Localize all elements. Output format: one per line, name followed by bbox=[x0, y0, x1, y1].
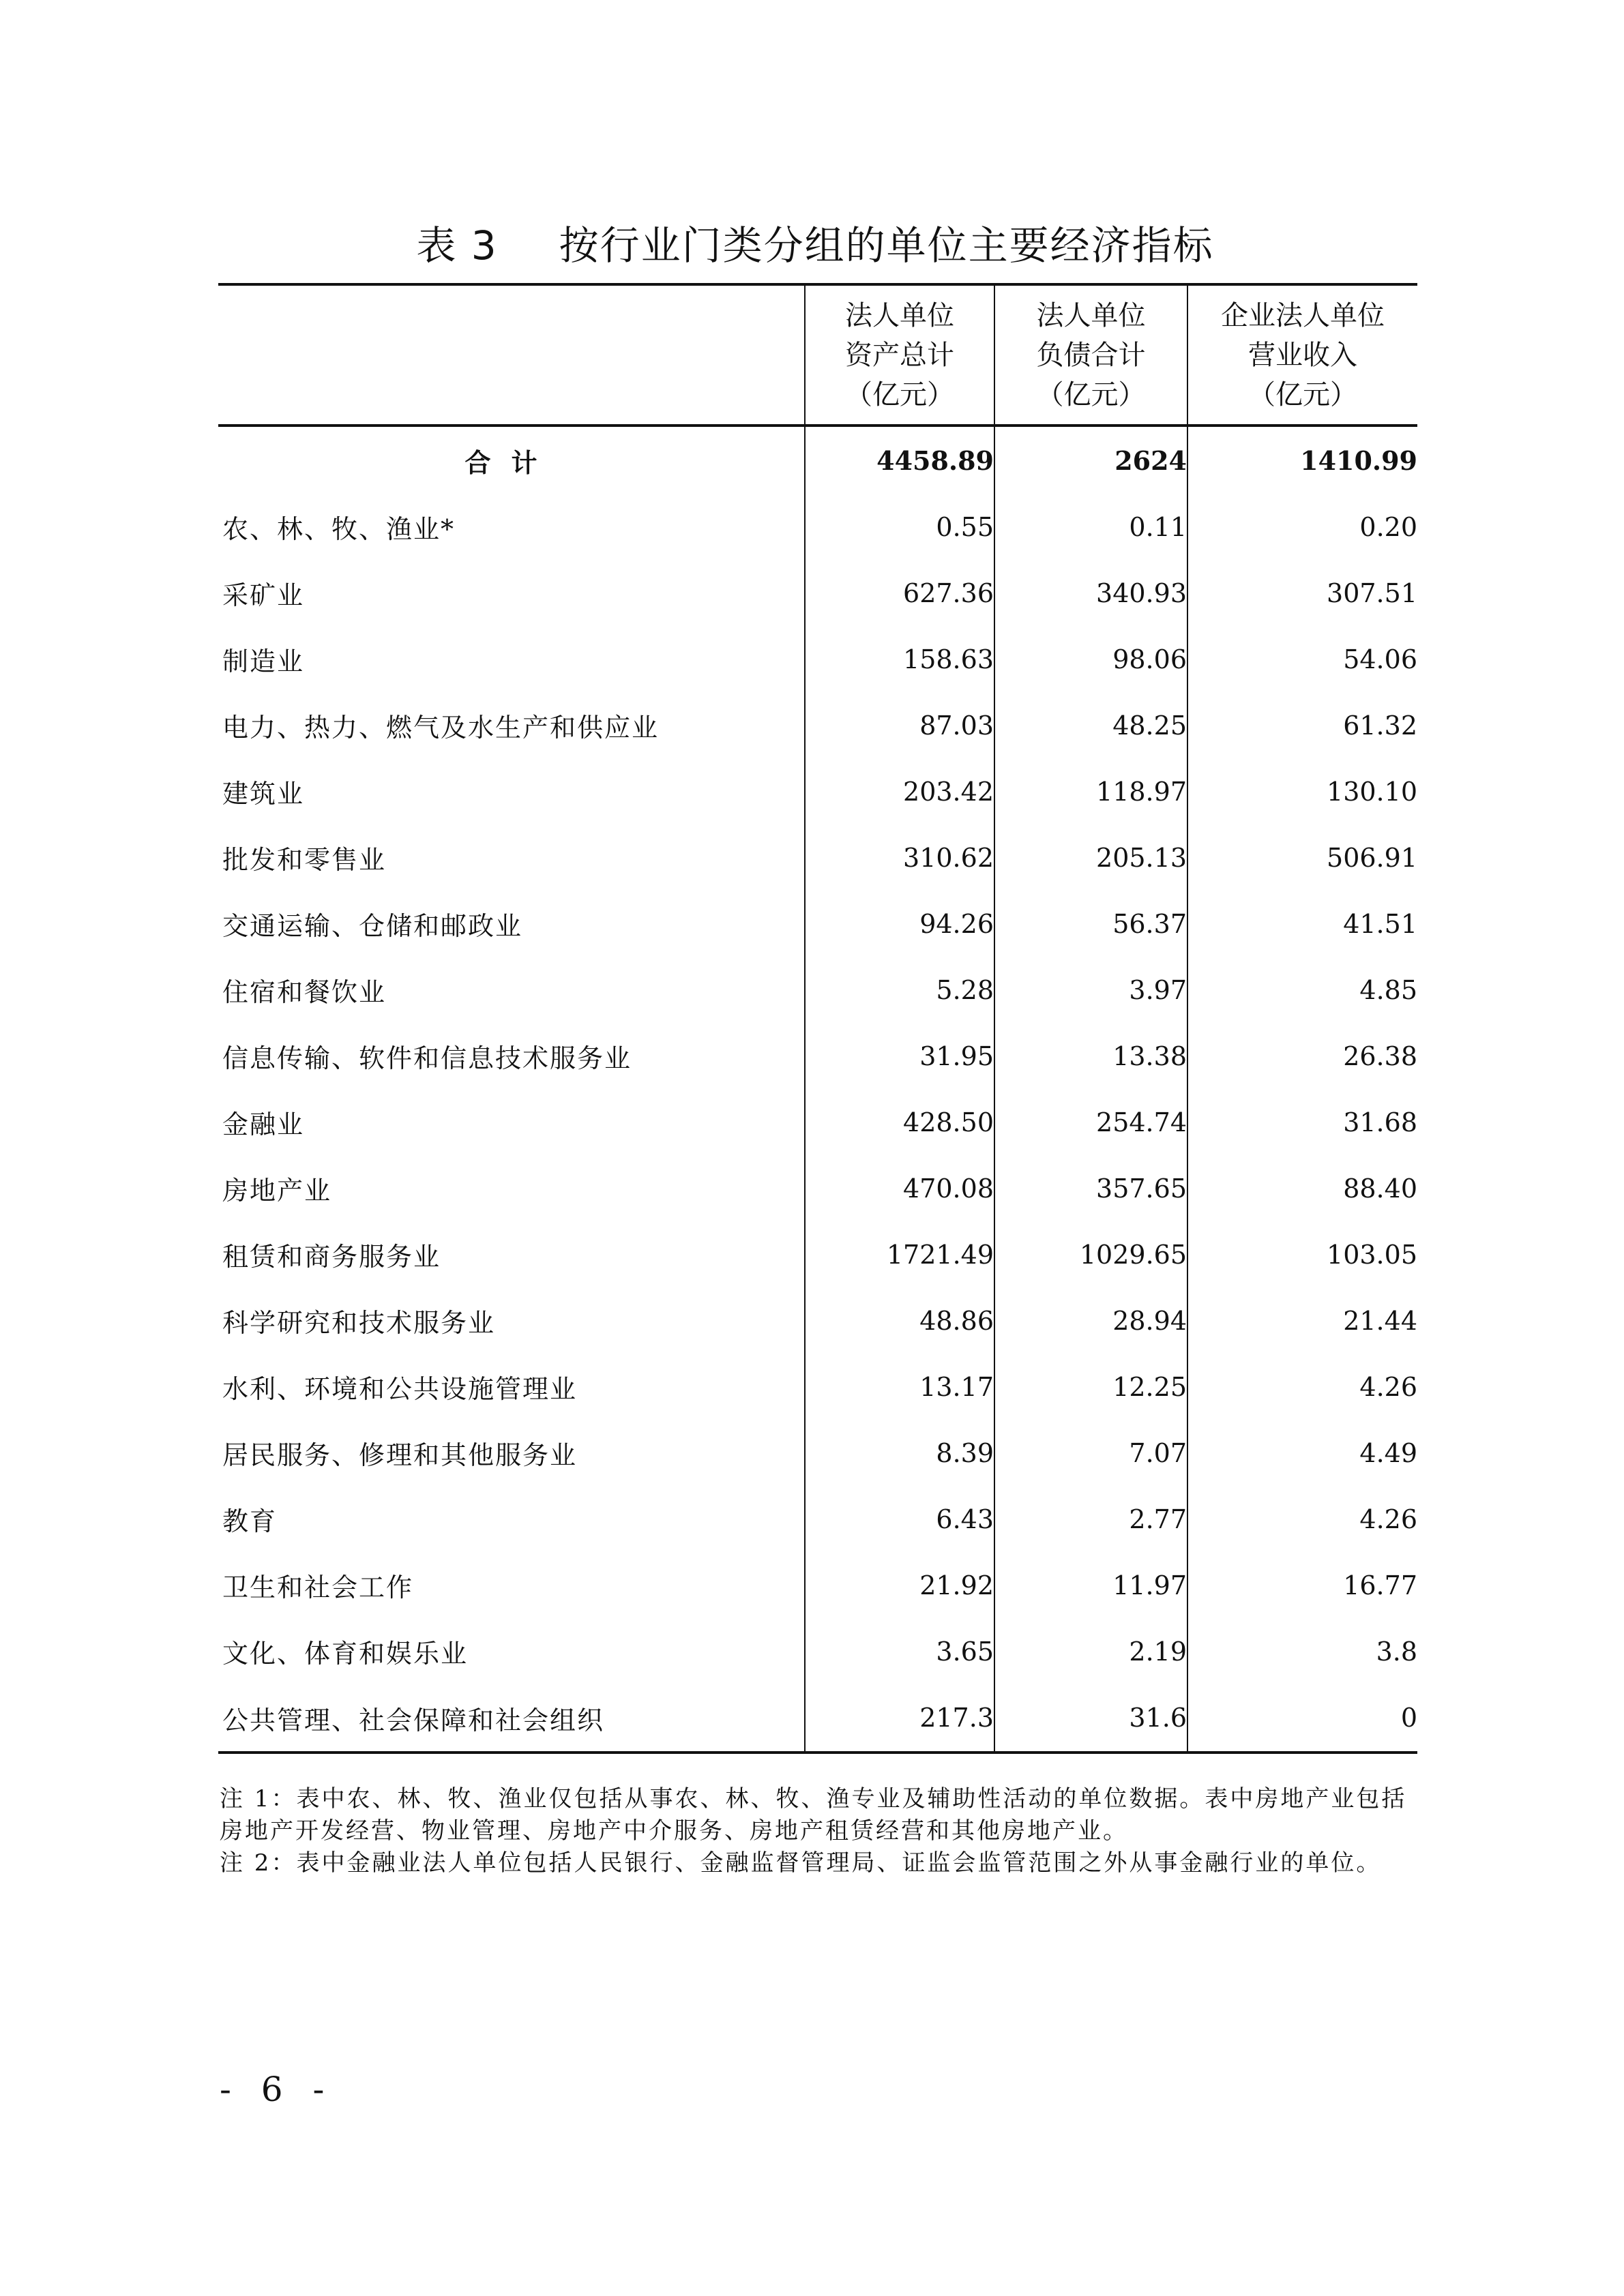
assets-value: 1721.49 bbox=[805, 1221, 994, 1287]
header-industry-blank bbox=[218, 284, 805, 426]
table-row bbox=[218, 891, 1417, 957]
table-row bbox=[218, 1221, 1417, 1287]
industry-name: 住宿和餐饮业 bbox=[222, 977, 387, 1007]
table-row bbox=[218, 494, 1417, 560]
header-assets: 法人单位 资产总计 （亿元） bbox=[805, 284, 994, 426]
assets-value: 8.39 bbox=[805, 1420, 994, 1486]
revenue-value: 0 bbox=[1187, 1684, 1417, 1753]
revenue-value: 26.38 bbox=[1187, 1023, 1417, 1089]
revenue-value: 61.32 bbox=[1187, 692, 1417, 758]
industry-name: 居民服务、修理和其他服务业 bbox=[222, 1440, 578, 1470]
industry-name: 信息传输、软件和信息技术服务业 bbox=[222, 1043, 632, 1073]
assets-value: 158.63 bbox=[805, 626, 994, 692]
revenue-value: 0.20 bbox=[1187, 494, 1417, 560]
industry-name: 制造业 bbox=[222, 646, 305, 676]
industry-name: 批发和零售业 bbox=[222, 845, 387, 875]
table-header-row bbox=[218, 284, 1417, 426]
assets-value: 94.26 bbox=[805, 891, 994, 957]
table-row bbox=[218, 1618, 1417, 1684]
assets-value: 5.28 bbox=[805, 957, 994, 1023]
liabilities-value: 56.37 bbox=[994, 891, 1187, 957]
total-row bbox=[218, 426, 1417, 494]
industry-name: 教育 bbox=[222, 1506, 278, 1536]
industry-name: 电力、热力、燃气及水生产和供应业 bbox=[222, 713, 660, 743]
assets-value: 627.36 bbox=[805, 560, 994, 626]
table-number: 表 3 bbox=[416, 222, 498, 269]
liabilities-value: 118.97 bbox=[994, 758, 1187, 824]
table-row bbox=[218, 1552, 1417, 1618]
table-row bbox=[218, 1486, 1417, 1552]
liabilities-value: 13.38 bbox=[994, 1023, 1187, 1089]
industry-name: 农、林、牧、渔业* bbox=[222, 514, 456, 544]
liabilities-value: 357.65 bbox=[994, 1155, 1187, 1221]
table-row bbox=[218, 560, 1417, 626]
assets-value: 6.43 bbox=[805, 1486, 994, 1552]
industry-name: 水利、环境和公共设施管理业 bbox=[222, 1374, 578, 1404]
header-liabilities: 法人单位 负债合计 （亿元） bbox=[994, 284, 1187, 426]
industry-name: 房地产业 bbox=[222, 1176, 332, 1206]
assets-value: 3.65 bbox=[805, 1618, 994, 1684]
revenue-value: 21.44 bbox=[1187, 1287, 1417, 1354]
assets-value: 48.86 bbox=[805, 1287, 994, 1354]
industry-name: 建筑业 bbox=[222, 779, 305, 809]
assets-value: 310.62 bbox=[805, 824, 994, 891]
revenue-value: 307.51 bbox=[1187, 560, 1417, 626]
table-row bbox=[218, 957, 1417, 1023]
industry-name: 采矿业 bbox=[222, 580, 305, 610]
revenue-value: 4.26 bbox=[1187, 1354, 1417, 1420]
revenue-value: 88.40 bbox=[1187, 1155, 1417, 1221]
indicator-table bbox=[218, 283, 1417, 1754]
table-row bbox=[218, 1684, 1417, 1753]
assets-value: 13.17 bbox=[805, 1354, 994, 1420]
table-notes bbox=[220, 1783, 1420, 1879]
revenue-value: 4.26 bbox=[1187, 1486, 1417, 1552]
table-row bbox=[218, 626, 1417, 692]
total-assets: 4458.89 bbox=[805, 426, 994, 494]
assets-value: 21.92 bbox=[805, 1552, 994, 1618]
assets-value: 217.3 bbox=[805, 1684, 994, 1753]
assets-value: 31.95 bbox=[805, 1023, 994, 1089]
liabilities-value: 11.97 bbox=[994, 1552, 1187, 1618]
liabilities-value: 1029.65 bbox=[994, 1221, 1187, 1287]
industry-name: 科学研究和技术服务业 bbox=[222, 1308, 496, 1338]
assets-value: 470.08 bbox=[805, 1155, 994, 1221]
revenue-value: 3.8 bbox=[1187, 1618, 1417, 1684]
liabilities-value: 7.07 bbox=[994, 1420, 1187, 1486]
liabilities-value: 205.13 bbox=[994, 824, 1187, 891]
note-1: 注 1：表中农、林、牧、渔业仅包括从事农、林、牧、渔专业及辅助性活动的单位数据。表中房地产业包括房地产开发经营、物业管理、房地产中介服务、房地产租赁经营和其他房地产业。 bbox=[220, 1785, 1407, 1845]
table-row bbox=[218, 1420, 1417, 1486]
table-row bbox=[218, 1155, 1417, 1221]
table-row bbox=[218, 758, 1417, 824]
table-title bbox=[218, 205, 1412, 280]
liabilities-value: 31.6 bbox=[994, 1684, 1187, 1753]
assets-value: 203.42 bbox=[805, 758, 994, 824]
table-row bbox=[218, 1287, 1417, 1354]
industry-name: 文化、体育和娱乐业 bbox=[222, 1639, 469, 1669]
industry-name: 交通运输、仓储和邮政业 bbox=[222, 911, 523, 941]
revenue-value: 4.85 bbox=[1187, 957, 1417, 1023]
liabilities-value: 98.06 bbox=[994, 626, 1187, 692]
liabilities-value: 2.77 bbox=[994, 1486, 1187, 1552]
table-row bbox=[218, 692, 1417, 758]
liabilities-value: 48.25 bbox=[994, 692, 1187, 758]
revenue-value: 41.51 bbox=[1187, 891, 1417, 957]
table-row bbox=[218, 1089, 1417, 1155]
assets-value: 87.03 bbox=[805, 692, 994, 758]
total-label: 合计 bbox=[464, 447, 558, 478]
table-row bbox=[218, 824, 1417, 891]
header-revenue: 企业法人单位 营业收入 （亿元） bbox=[1187, 284, 1417, 426]
assets-value: 0.55 bbox=[805, 494, 994, 560]
industry-name: 金融业 bbox=[222, 1109, 305, 1139]
liabilities-value: 28.94 bbox=[994, 1287, 1187, 1354]
revenue-value: 506.91 bbox=[1187, 824, 1417, 891]
liabilities-value: 254.74 bbox=[994, 1089, 1187, 1155]
revenue-value: 54.06 bbox=[1187, 626, 1417, 692]
revenue-value: 4.49 bbox=[1187, 1420, 1417, 1486]
table-row bbox=[218, 1354, 1417, 1420]
liabilities-value: 3.97 bbox=[994, 957, 1187, 1023]
revenue-value: 31.68 bbox=[1187, 1089, 1417, 1155]
liabilities-value: 12.25 bbox=[994, 1354, 1187, 1420]
liabilities-value: 0.11 bbox=[994, 494, 1187, 560]
industry-name: 卫生和社会工作 bbox=[222, 1572, 414, 1602]
total-liabilities: 2624 bbox=[994, 426, 1187, 494]
revenue-value: 130.10 bbox=[1187, 758, 1417, 824]
industry-name: 公共管理、社会保障和社会组织 bbox=[218, 1684, 805, 1753]
total-revenue: 1410.99 bbox=[1187, 426, 1417, 494]
note-2: 注 2：表中金融业法人单位包括人民银行、金融监督管理局、证监会监管范围之外从事金融行业的单位。 bbox=[220, 1849, 1382, 1877]
industry-name: 租赁和商务服务业 bbox=[222, 1242, 441, 1272]
revenue-value: 16.77 bbox=[1187, 1552, 1417, 1618]
page-number: - 6 - bbox=[220, 2070, 334, 2109]
assets-value: 428.50 bbox=[805, 1089, 994, 1155]
liabilities-value: 340.93 bbox=[994, 560, 1187, 626]
table-row bbox=[218, 1023, 1417, 1089]
revenue-value: 103.05 bbox=[1187, 1221, 1417, 1287]
liabilities-value: 2.19 bbox=[994, 1618, 1187, 1684]
table-title-text: 按行业门类分组的单位主要经济指标 bbox=[559, 222, 1214, 269]
